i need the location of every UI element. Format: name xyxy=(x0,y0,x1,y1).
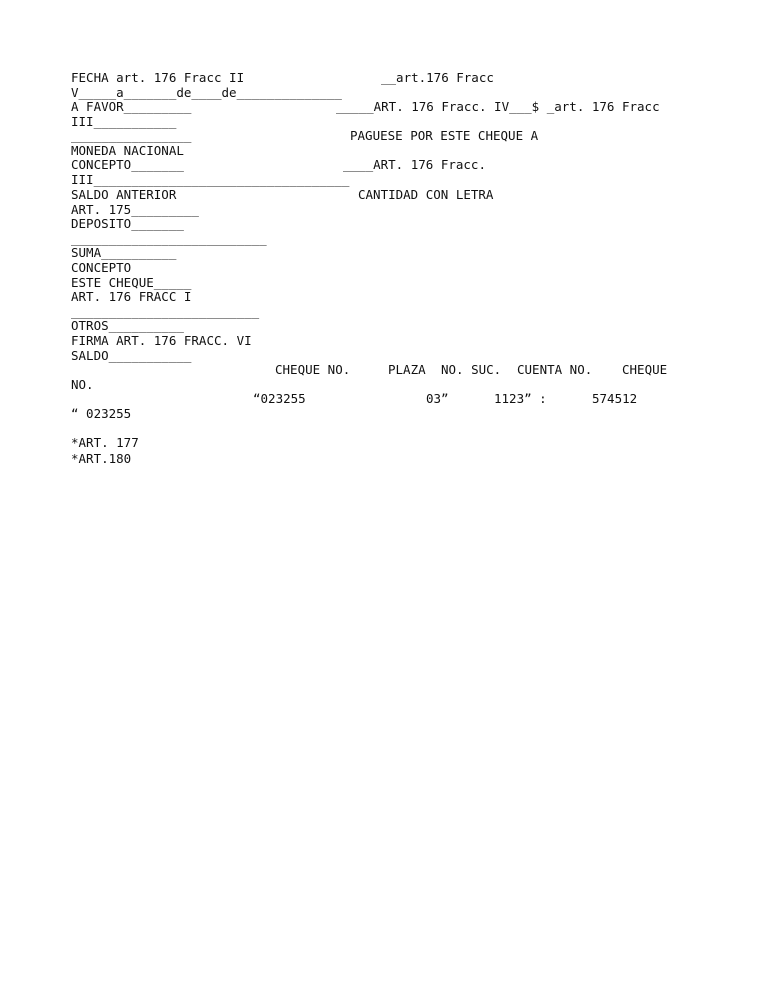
blank-line-1: ________________ xyxy=(71,128,192,143)
micr-header-no-suc: NO. SUC. xyxy=(441,362,502,377)
a-favor-label: A FAVOR_________ xyxy=(71,99,192,114)
date-fields-line: V_____a_______de____de______________ xyxy=(71,85,342,100)
concepto-label-1: CONCEPTO_______ xyxy=(71,157,184,172)
no-label: NO. xyxy=(71,377,94,392)
deposito-label: DEPOSITO_______ xyxy=(71,216,184,231)
moneda-nacional-label: MONEDA NACIONAL xyxy=(71,143,184,158)
art-177-note: *ART. 177 xyxy=(71,435,139,450)
micr-plaza-code: 1123” : xyxy=(494,391,547,406)
fecha-label: FECHA art. 176 Fracc II xyxy=(71,70,245,85)
micr-sucursal: 03” xyxy=(426,391,449,406)
concepto-label-2: CONCEPTO xyxy=(71,260,132,275)
este-cheque-label: ESTE CHEQUE_____ xyxy=(71,275,192,290)
micr-cheque-number: “023255 xyxy=(253,391,306,406)
micr-header-cuenta: CUENTA NO. xyxy=(517,362,593,377)
art-180-note: *ART.180 xyxy=(71,451,132,466)
art-176-mid-label: ____ART. 176 Fracc. xyxy=(343,157,486,172)
micr-header-plaza: PLAZA xyxy=(388,362,426,377)
saldo-anterior-label: SALDO ANTERIOR xyxy=(71,187,177,202)
paguese-label: PAGUESE POR ESTE CHEQUE A xyxy=(350,128,539,143)
otros-label: OTROS__________ xyxy=(71,318,184,333)
saldo-label: SALDO___________ xyxy=(71,348,192,363)
suma-label: SUMA__________ xyxy=(71,245,177,260)
art-176-right-label: __art.176 Fracc xyxy=(381,70,494,85)
iii-line-1: III___________ xyxy=(71,114,177,129)
firma-label: FIRMA ART. 176 FRACC. VI xyxy=(71,333,252,348)
micr-header-cheque-no: CHEQUE NO. xyxy=(275,362,351,377)
micr-header-cheque: CHEQUE xyxy=(622,362,668,377)
blank-line-2: __________________________ xyxy=(71,231,267,246)
micr-cheque-number-2: “ 023255 xyxy=(71,406,132,421)
cantidad-con-letra-label: CANTIDAD CON LETRA xyxy=(358,187,494,202)
micr-account-number: 574512 xyxy=(592,391,638,406)
blank-line-3: _________________________ xyxy=(71,304,260,319)
iii-line-2: III__________________________________ xyxy=(71,172,350,187)
art-175-label: ART. 175_________ xyxy=(71,202,199,217)
art-176-fracc-i-label: ART. 176 FRACC I xyxy=(71,289,192,304)
art-176-iv-line: _____ART. 176 Fracc. IV___$ _art. 176 Fracc xyxy=(336,99,660,114)
